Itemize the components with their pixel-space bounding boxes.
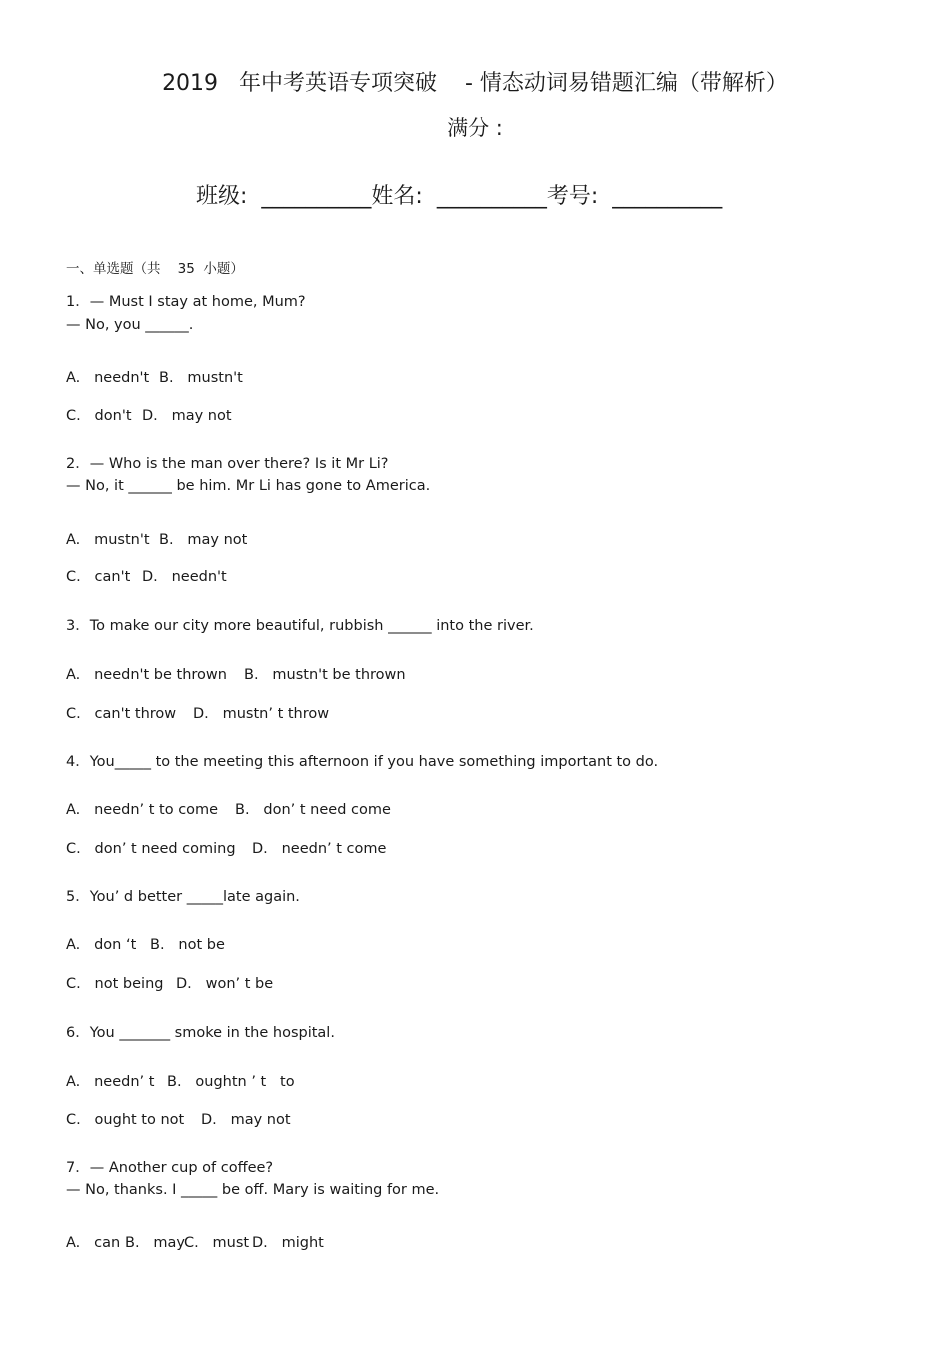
score-label: 满分 : <box>447 116 503 140</box>
class-label: 班级: <box>196 184 262 209</box>
question-3-option-d: D. mustn’ t throw <box>193 706 330 722</box>
question-1-option-d: D. may not <box>142 408 232 424</box>
question-7-text: 7．— Another cup of coffee? <box>66 1160 274 1176</box>
question-7-option-d: D. might <box>252 1235 324 1251</box>
question-3-text: 3．To make our city more beautiful, rubbish ______ into the river. <box>66 618 534 634</box>
question-4-text: 4．You_____ to the meeting this afternoon if you have something important to do. <box>66 754 659 770</box>
question-5-option-a: A. don ‘t <box>66 937 137 953</box>
student-info-fields <box>182 154 722 210</box>
question-5-option-b: B. not be <box>150 937 225 953</box>
name-label: 姓名: <box>371 184 437 209</box>
exam-number-blank: __________ <box>612 184 723 209</box>
document-title: 2019 年中考英语专项突破 - 情态动词易错题汇编（带解析） <box>162 71 788 96</box>
question-1-response: — No, you ______. <box>66 317 194 333</box>
question-2-text: 2．— Who is the man over there? Is it Mr Li? <box>66 456 389 472</box>
question-2-option-d: D. needn't <box>142 569 227 585</box>
question-6-option-c: C. ought to not <box>66 1112 185 1128</box>
question-1-option-b: B. mustn't <box>159 370 243 386</box>
question-6-option-d: D. may not <box>201 1112 291 1128</box>
question-2-option-b: B. may not <box>159 532 248 548</box>
question-4-option-c: C. don’ t need coming <box>66 841 236 857</box>
question-4-option-b: B. don’ t need come <box>235 802 391 818</box>
question-6-option-b: B. oughtn ’ t to <box>167 1074 295 1090</box>
name-blank: __________ <box>436 184 547 209</box>
exam-number-label: 考号: <box>546 184 613 209</box>
question-3-option-a: A. needn't be thrown <box>66 667 227 683</box>
question-2-response: — No, it ______ be him. Mr Li has gone to America. <box>66 478 431 494</box>
question-7-option-c: C. must <box>184 1235 250 1251</box>
class-blank: __________ <box>261 184 372 209</box>
question-2-option-a: A. mustn't <box>66 532 150 548</box>
question-3-option-c: C. can't throw <box>66 706 177 722</box>
question-2-option-c: C. can't <box>66 569 131 585</box>
question-6-option-a: A. needn’ t <box>66 1074 155 1090</box>
question-1-option-a: A. needn't <box>66 370 150 386</box>
question-5-option-c: C. not being <box>66 976 164 992</box>
question-1-text: 1．— Must I stay at home, Mum? <box>66 294 306 310</box>
section-heading: 一、单选题（共 35 小题） <box>66 261 244 277</box>
question-6-text: 6．You _______ smoke in the hospital. <box>66 1025 335 1041</box>
question-1-option-c: C. don't <box>66 408 132 424</box>
question-4-option-d: D. needn’ t come <box>252 841 387 857</box>
question-7-option-a: A. can <box>66 1235 121 1251</box>
question-3-option-b: B. mustn't be thrown <box>244 667 406 683</box>
question-5-option-d: D. won’ t be <box>176 976 274 992</box>
question-7-option-b: B. may <box>125 1235 185 1251</box>
question-7-response: — No, thanks. I _____ be off. Mary is waiting for me. <box>66 1182 440 1198</box>
question-4-option-a: A. needn’ t to come <box>66 802 219 818</box>
question-5-text: 5．You’ d better _____late again. <box>66 889 300 905</box>
